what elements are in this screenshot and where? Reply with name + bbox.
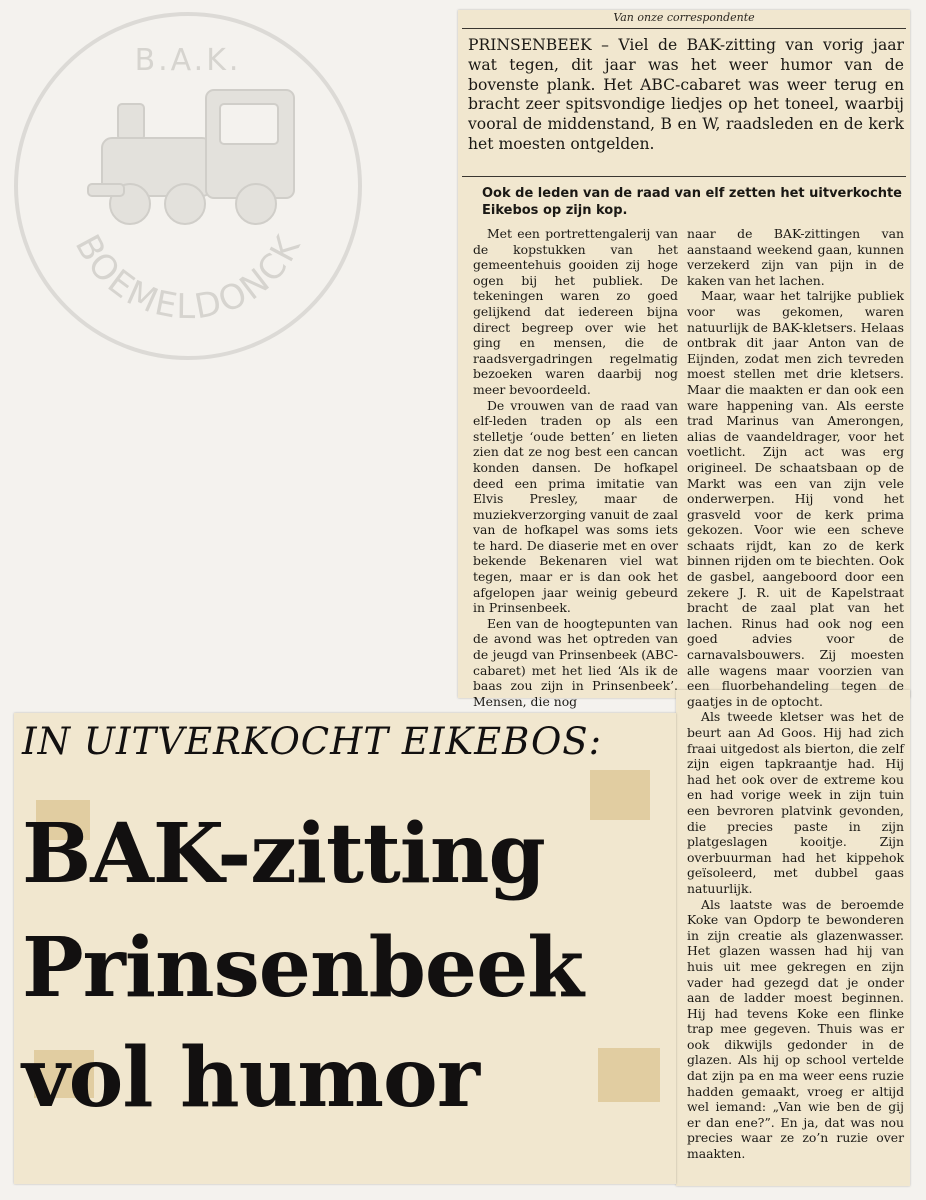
paragraph: Als laatste was de beroemde Koke van Opdorp te bewonderen in zijn creatie als glazenwasser. Het glazen wassen had hij van huis uit mee gekregen en zijn vader had gezegd dat je onder aan de ladder moest beginnen. Hij had tevens Koke een flinke trap mee gegeven. Thuis was er ook dikwijls gedonder in de glazen. Als hij op school vertelde dat zijn pa en ma weer eens ruzie hadden gemaakt, vroeg er altijd wel iemand: „Van wie ben de gij er dan ene?”. En ja, dat was nou precies waar ze zo’n ruzie over maakten. xyxy=(687,896,904,1162)
paragraph: De vrouwen van de raad van elf-leden traden op als een stelletje ‘oude betten’ en lieten zien dat ze nog best een cancan konden dansen. De hofkapel deed een prima imitatie van Elvis Presley, maar de muziekverzorging vanuit de zaal van de hofkapel was soms iets te hard. De diaserie met en over bekende Bekenaren viel wat tegen, maar er is dan ook het afgelopen jaar weinig gebeurd in Prinsenbeek. xyxy=(473,397,678,616)
paragraph: Als tweede kletser was het de beurt aan Ad Goos. Hij had zich fraai uitgedost als bierton, die zelf zijn eigen tapkraantje had. Hij had het ook over de extreme kou en had vorige week in zijn tuin een bevroren platvink gevonden, die precies paste in zijn platgeslagen kooitje. Zijn overbuurman had het kippehok geïsoleerd, met dubbel gaas natuurlijk. xyxy=(687,709,904,896)
paragraph: Met een portrettengalerij van de kopstukken van het gemeentehuis gooiden zij hoge ogen bij het publiek. De tekeningen waren zo goed gelijkend dat iedereen bijna direct begreep over wie het ging en mensen, die de raadsvergadringen regelmatig bezoeken waren daarbij nog meer bevoordeeld. xyxy=(473,226,678,397)
headline-line-2: Prinsenbeek xyxy=(22,920,584,1016)
headline-line-1: BAK-zitting xyxy=(22,806,545,902)
locomotive-icon xyxy=(88,90,294,224)
paragraph: Maar, waar het talrijke publiek voor was gekomen, waren natuurlijk de BAK-kletsers. Helaas ontbrak dit jaar Anton van de Eijnden, zodat men zich tevreden moest stellen met drie kletsers. Maar die maakten er dan ook een ware happening van. Als eerste trad Marinus van Amerongen, alias de vaandeldrager, voor het voetlicht. Zijn act was erg origineel. De schaatsbaan op de Markt was een van zijn vele onderwerpen. Hij vond het grasveld voor de kerk prima gekozen. Voor wie een scheve schaats rijdt, kan zo de kerk binnen rijden om te biechten. Ook de gasbel, aangeboord door een zekere J. R. uit de Kapelstraat bracht de zaal plat van het lachen. Rinus had ook nog een goed advies voor de carnavalsbouwers. Zij moesten alle wagens maar voorzien van een fluorbehandeling tegen de gaatjes in de optocht. xyxy=(687,288,904,709)
svg-text:BOEMELDONCK: BOEMELDONCK xyxy=(66,228,310,328)
headline-line-3: vol humor xyxy=(22,1030,479,1126)
svg-text:B.A.K.: B.A.K. xyxy=(134,43,242,78)
divider-line xyxy=(462,28,906,29)
divider-line xyxy=(462,176,906,177)
bak-boemeldonck-stamp-logo xyxy=(10,8,366,364)
article-column-left xyxy=(473,226,678,709)
paragraph: naar de BAK-zittingen van aanstaand weekend gaan, kunnen verzekerd zijn van pijn in de kaken van het lachen. xyxy=(687,226,904,288)
article-subhead: Ook de leden van de raad van elf zetten het uitverkochte Eikebos op zijn kop. xyxy=(482,186,902,218)
paragraph: Een van de hoogtepunten van de avond was het optreden van de jeugd van Prinsenbeek (ABC-cabaret) met het lied ‘Als ik de baas zou zijn in Prinsenbeek’. Mensen, die nog xyxy=(473,615,678,709)
article-lead: PRINSENBEEK – Viel de BAK-zitting van vorig jaar wat tegen, dit jaar was het weer humor van de bovenste plank. Het ABC-cabaret was weer terug en bracht zeer spitsvondige liedjes op het toneel, waarbij vooral de middenstand, B en W, raadsleden en de kerk het moesten ontgelden. xyxy=(468,36,904,153)
headline-kicker: IN UITVERKOCHT EIKEBOS: xyxy=(22,720,603,763)
article-column-right xyxy=(687,226,904,1162)
correspondent-credit: Van onze correspondente xyxy=(613,11,755,24)
